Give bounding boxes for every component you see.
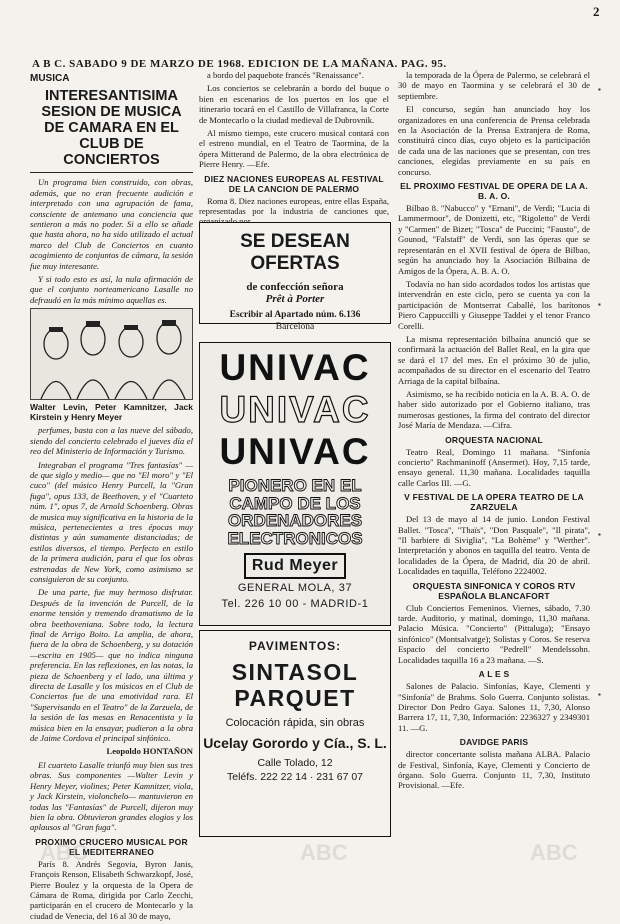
ad-line: Prêt à Porter	[265, 293, 325, 305]
paragraph: perfumes, basta con a las nueve del sábado, siendo del concierto celebrado el jueves día el reo del Ministerio de Información y Turismo.	[30, 425, 193, 457]
subheading: PROXIMO CRUCERO MUSICAL POR EL MEDITERRANEO	[35, 836, 188, 857]
headline: INTERESANTISIMA SESION DE MUSICA DE CAMARA EN EL CLUB DE CONCIERTOS	[30, 86, 193, 173]
paragraph: Todavía no han sido acordados todos los artistas que intervendrán en este ciclo, pero se cuenta ya con la participación de Montserrat Caballé, los barítonos Piero Cappuccilli y Giuseppe Taddei y el tenor Franco Corelli.	[398, 278, 590, 331]
subheading: V FESTIVAL DE LA OPERA TEATRO DE LA ZARZUELA	[404, 492, 584, 513]
univac-word: UNIVAC	[219, 431, 371, 472]
ad-product: SINTASOL PARQUET	[231, 659, 359, 711]
paragraph: París 8. Andrés Segovia, Byron Janis, François Renson, Elisabeth Schwarzkopf, José, Pierre Boulez y la orquesta de la Opera de Cámara de Roma, dirigida por Carlo Zecchi, participarán en el crucero de Montecarlo y la ciudad de Venecia, del 16 al 30 de mayo,	[30, 858, 193, 921]
ad-line: Colocación rápida, sin obras	[225, 717, 365, 729]
paragraph: Bilbao 8. "Nabucco" y "Ernani", de Verdi; "Lucia di Lammermoor", de Donizetti, etc, "Rigoletto" de Verdi y "Carmen" de Bizet; "Tosca" de Puccini; "Fausto", de Gounod, "Falstaff" de Verdi, son las óperas que se representarán en el XVII festival de ópera de Bilbao, según ha anunciado hoy la Asociación Bilbaina de Amigos de la Ópera, A. B. A. O.	[398, 203, 590, 276]
univac-word: UNIVAC	[219, 347, 371, 388]
subheading: ORQUESTA SINFONICA Y COROS RTV ESPAÑOLA BLANCAFORT	[412, 580, 576, 601]
watermark: ABC	[40, 840, 88, 865]
paragraph: De una parte, fue muy hermoso disfrutar. Después de la invención de Purcell, de la enorme tensión y tremendo dramatismo de la obra beethoveniana. Sobre todo, la lectura final de Arrigo Boito. La amplia, de ahora, fuera de la obra de Schoenberg, y su dotación —escrita en 1905— que no indica ninguna preferencia. En las reflexiones, en las notas, la pieza de Schoenberg y el lado, una última y directa de Lasalle y los músicos en el Club de Conciertos fue de una emotividad rara. El "Supervisando en el Teatro" de la Zarzuela, de la sesión de las mesas en Renacentista y la música bien en la ensayar, pudieron a la obra de Jaime Cordova el principal sinfónico.	[30, 587, 193, 744]
paragraph: El cuarteto Lasalle triunfó muy bien sus tres obras. Sus componentes —Walter Levin y Henry Meyer, violines; Peter Kamnitzer, viola, y Jack Kirstein, violonchelo— mantuvieron en todas las "Fantasías" de Purcell, dijeron muy bien la obra. Obtuvieron grandes elogios y los aplausos al "Gran fuga".	[30, 759, 193, 833]
subheading: DAVIDGE PARIS	[459, 737, 529, 748]
paragraph: Al mismo tiempo, este crucero musical contará con el estreno mundial, en el Teatro de Taormina, de la ópera Mitterand de Palermo, de la obra electrónica de Pierre Henry. —Efe.	[199, 128, 389, 170]
section-title: MUSICA	[30, 73, 70, 84]
lead-paragraph: Un programa bien construido, con obras, además, que no eran frecuente audición e interpretado con una agrupación de fama, consciente de antemano una conciencia que sentieron a más no poder. Si a ello se añade que hasta ahora, no ha sido utilizado el actual marco del Club de Conciertos en cuanto acogimiento de conjuntos de cámara, la sesión fue muy interesante.	[30, 177, 193, 271]
ad-univac	[199, 342, 391, 626]
musicians-caricature-icon	[31, 309, 193, 399]
photo-caption: Walter Levin, Peter Kamnitzer, Jack Kirstein y Henry Meyer	[30, 402, 193, 423]
margin-mark-icon: ▪	[598, 690, 601, 699]
ad-title: PAVIMENTOS:	[248, 639, 342, 653]
ad-address: GENERAL MOLA, 37	[237, 582, 353, 594]
margin-mark-icon: ▪	[598, 300, 601, 309]
page-marker: 2	[593, 4, 600, 19]
paragraph: El concurso, según han anunciado hoy los organizadores en una conferencia de Prensa celebrada en la Asociación de la Prensa Extranjera de Roma, constituirá cinco días, cuyo objeto es la participación de cada una de las naciones que se presentan, con tres canciones, elegidas previamente en su país en concurso.	[398, 104, 590, 177]
subheading: EL PROXIMO FESTIVAL DE OPERA DE LA A. B. A. O.	[400, 181, 588, 202]
column-1	[30, 70, 193, 924]
paragraph: director concertante solista mañana ALBA. Palacio de Festival, Sinfonía, Kaye, Clementi y Concierto de órgano. Solo Guerra. Conjunto 11, 7,30, Instituto Provisional. —Efe.	[398, 749, 590, 791]
page-header: A B C. SABADO 9 DE MARZO DE 1968. EDICION DE LA MAÑANA. PAG. 95.	[32, 58, 447, 70]
univac-slogan: PIONERO EN EL CAMPO DE LOS ORDENADORES ELECTRONICOS	[227, 476, 363, 548]
ad-line: de confección señora	[246, 281, 344, 293]
paragraph: a bordo del paquebote francés "Renaissance".	[207, 70, 364, 80]
ad-phone: Tel. 226 10 00 - MADRID-1	[221, 598, 369, 610]
paragraph: La misma representación bilbaína anunció que se confirmará la actuación del Ballet Real, en la gira que se dará el 17 del mes. En el próximo 30 de julio, acompañados de su director en el escenario del Teatro Arriaga de la capital bilbaína.	[398, 333, 590, 386]
paragraph: Integraban el programa "Tres fantasías" —de que siglo y medio— que no "El moro" y "El cuco" (del músico Henry Purcell, la "Gran fuga", opus 133, de Beethoven, y el "Cuarteto núm. 1", opus 7, de Arnold Schoenberg. Obras de musica muy significativa en la historia de la música, pertenecientes a tres épocas muy distintas y aún sumamente distanciadas; de estilos diversos, el tiempo. Perfecto en estilo de la primera audición, para el que los obras estrenadas de New York, como asimismo se consiguieron de su conjunto.	[30, 459, 193, 584]
subheading: A L E S	[478, 669, 510, 680]
paragraph: la temporada de la Ópera de Palermo, se celebrará el 30 de mayo en Taormina y se celebrará el 30 de septiembre.	[398, 70, 590, 101]
caricature-image	[30, 308, 193, 400]
column-2	[199, 70, 389, 230]
lead-paragraph-2: Y si todo esto es así, la nula afirmación de que el conjunto norteamericano Lasalle no defraudó en la más mínimo aquellas es.	[30, 274, 193, 305]
subheading: ORQUESTA NACIONAL	[445, 434, 543, 445]
paragraph: Teatro Real, Domingo 11 mañana. "Sinfonía concierto" Rachmaninoff (Ansermet). Hoy, 7,15 tarde, ensayo general. 11,30 mañana. Localidades taquilla calle Carlos III. —G.	[398, 446, 590, 488]
paragraph: Del 13 de mayo al 14 de junio. London Festival Ballet. "Tosca", "Thaïs", "Don Pasquale", "Il pirata", "Il barbiere di Siviglia", "La Bohème" y "Werther". Interpretación y abonos en taquilla del teatro. Venta de localidades de la Ópera, de Madrid, día 20 de abril. Localidades en taquilla, Teléfono 2224002.	[398, 514, 590, 577]
paragraph: Asimismo, se ha recibido noticia en la A. B. A. O. de haber sido autorizado por el Gobierno italiano, tras numerosas gestiones, la firma del contrato del director José María de Mendaza. —Cifra.	[398, 388, 590, 431]
ad-line: Escribir al Apartado núm. 6.136	[229, 310, 361, 320]
univac-word: UNIVAC	[219, 389, 371, 430]
paragraph: Salones de Palacio. Sinfonías, Kaye, Clementi y "Sinfonía" de Brahms. Solo Guerra. Conjunto solistas. Director Don Pedro Gaya. Salones 11, 7,30, Alonso Barrera 17, 11, 7,30, Información: 2236327 y 2349301 11. —G.	[398, 681, 590, 733]
margin-mark-icon: ▪	[598, 530, 601, 539]
ad-pavimentos	[199, 630, 391, 837]
paragraph: Club Conciertos Femeninos. Viernes, sábado, 7.30 tarde. Auditorio, y matinal, domingo, 11,30 mañana. Palacio Música. "Concierto" (Pittaluga); "Ensayo sinfónico" (Montsalvatge); Solistas y Coros. Se reserva Espacio del concierto "Pedrell" Mendelssohn. Localidades taquilla 16 a 23 mañana. —S.	[398, 602, 590, 665]
subheading: DIEZ NACIONES EUROPEAS AL FESTIVAL DE LA CANCION DE PALERMO	[204, 173, 384, 194]
paragraph: Roma 8. Diez naciones europeas, entre ellas España, representadas por la industria de canciones que,	[199, 195, 389, 217]
author-signature: Leopoldo HONTAÑON	[106, 746, 193, 757]
paragraph: Los conciertos se celebrarán a bordo del buque o bien en escenarios de los puertos en los que el itinerario tocará en el Castillo de Villafranca, la Corte de Montecarlo o la ciudad medieval de Dubrovnik.	[199, 83, 389, 125]
brand-logo: Rud Meyer	[244, 553, 346, 579]
watermark: ABC	[300, 840, 348, 865]
ad-line: Barcelona	[275, 322, 315, 332]
ad-company: Ucelay Gorordo y Cía., S. L.	[203, 735, 387, 751]
ad-address: Calle Tolado, 12	[257, 757, 333, 769]
margin-mark-icon: ▪	[598, 85, 601, 94]
watermark: ABC	[530, 840, 578, 865]
column-3	[398, 70, 590, 794]
ad-title: SE DESEAN OFERTAS	[240, 231, 350, 274]
ad-phone: Teléfs. 222 22 14 · 231 67 07	[226, 771, 364, 783]
ad-fashion-offers	[199, 222, 391, 332]
